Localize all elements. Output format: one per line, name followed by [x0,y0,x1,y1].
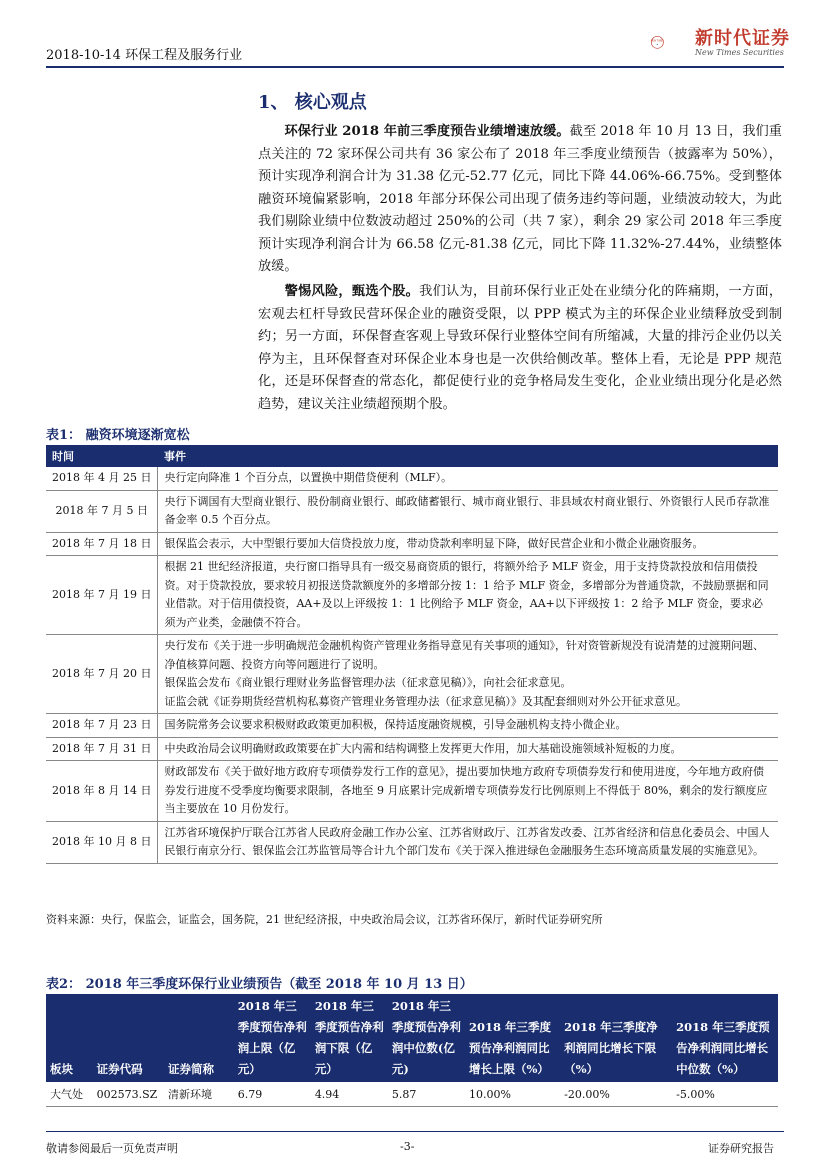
footer-report-type: 证券研究报告 [708,1142,774,1155]
table1-row [46,761,778,822]
table1-financing-environment [46,445,778,864]
table1-row [46,490,778,532]
table1-event-cell: 央行定向降准 1 个百分点，以置换中期借贷便利（MLF）。 [158,467,778,490]
table2-header-cell: 2018 年三季度预告净利润同比增长上限（%） [465,994,560,1082]
table1-row [46,714,778,738]
table2-header-cell: 证券代码 [93,994,164,1082]
table2-earnings-forecast [46,994,778,1107]
table1-event-cell: 中央政治局会议明确财政政策要在扩大内需和结构调整上发挥更大作用，加大基础设施领域补短板的力度。 [158,737,778,761]
table2-body [46,1082,778,1107]
table1-date-cell: 2018 年 7 月 31 日 [46,737,158,761]
table2-cell: 002573.SZ [93,1082,164,1107]
svg-text:NEW TIMES: NEW TIMES [650,40,664,43]
logo-text-en: New Times Securities [695,48,784,57]
header-date-sector: 2018-10-14 环保工程及服务行业 [46,48,243,63]
table2-header-row [46,994,778,1082]
table1-col-event: 事件 [158,445,778,467]
table1-row [46,467,778,490]
table1-event-cell: 江苏省环境保护厅联合江苏省人民政府金融工作办公室、江苏省财政厅、江苏省发改委、江苏省经济和信息化委员会、中国人民银行南京分行、银保监会江苏监管局等合计九个部门发布《关于深入推进绿色金融服务生态环境高质量发展的实施意见》。 [158,821,778,863]
footer-page-number: -3- [400,1140,415,1153]
footer-disclaimer: 敬请参阅最后一页免责声明 [46,1142,178,1155]
company-logo [650,20,695,65]
table2-cell: -20.00% [560,1082,672,1107]
logo-text-cn: 新时代证券 [695,28,790,49]
table1-event-cell: 央行下调国有大型商业银行、股份制商业银行、邮政储蓄银行、城市商业银行、非县域农村商业银行、外资银行人民币存款准备金率 0.5 个百分点。 [158,490,778,532]
table1-date-cell: 2018 年 7 月 19 日 [46,556,158,635]
paragraph-2 [258,281,782,416]
table2-cell: 大气处 [46,1082,93,1107]
table1-event-cell: 央行发布《关于进一步明确规范金融机构资产管理业务指导意见有关事项的通知》，针对资管新规没有说清楚的过渡期问题、净值核算问题、投资方向等问题进行了说明。 银保监会发布《商业银行理财业务监督管理办法（征求意见稿）》，向社会征求意见。 证监会就《证券期货经营机构私募资产管理业务管理办法（征求意见稿）》及其配套细则对外公开征求意见。 [158,635,778,714]
svg-text:★: ★ [656,44,659,46]
paragraph-1-lead: 环保行业 2018 年前三季度预告业绩增速放缓。 [284,124,570,139]
table1-body [46,467,778,863]
table1-row [46,556,778,635]
table1-header-row [46,445,778,467]
table2-caption: 表2： 2018 年三季度环保行业业绩预告（截至 2018 年 10 月 13 日） [46,977,473,992]
table1-date-cell: 2018 年 10 月 8 日 [46,821,158,863]
table2-cell: 5.87 [388,1082,465,1107]
section-title: 1、 核心观点 [258,92,367,113]
table2-header-cell: 证券简称 [164,994,234,1082]
table1-date-cell: 2018 年 7 月 20 日 [46,635,158,714]
table2-row [46,1082,778,1107]
table2-header-cell: 2018 年三季度预告净利润中位数(亿元) [388,994,465,1082]
paragraph-1 [258,121,782,279]
table1-event-cell: 根据 21 世纪经济报道，央行窗口指导具有一级交易商资质的银行，将额外给予 MLF 资金，用于支持贷款投放和信用债投资。对于贷款投放，要求较月初报送贷款额度外的多增部分按 1：1 给予 MLF 资金，多增部分为普通贷款，不鼓励票据和同业借款。对于信用债投资，AA+及以上评级按 1：1 比例给予 MLF 资金，AA+以下评级按 1：2 给予 MLF 资金，要求必须为产业类，金融债不符合。 [158,556,778,635]
table1-event-cell: 财政部发布《关于做好地方政府专项债券发行工作的意见》，提出要加快地方政府专项债券发行和使用进度，今年地方政府债券发行进度不受季度均衡要求限制，各地至 9 月底累计完成新增专项债券发行比例原则上不得低于 80%，剩余的发行额度应当主要放在 10 月份发行。 [158,761,778,822]
table1-date-cell: 2018 年 8 月 14 日 [46,761,158,822]
table2-header-cell: 2018 年三季度净利润同比增长下限（%） [560,994,672,1082]
table1-caption: 表1： 融资环境逐渐宽松 [46,428,190,443]
table2-cell: 6.79 [234,1082,311,1107]
table1-date-cell: 2018 年 7 月 23 日 [46,714,158,738]
table1-row [46,635,778,714]
paragraph-2-lead: 警惕风险，甄选个股。 [284,284,420,299]
table2-header-cell: 2018 年三季度预告净利润下限（亿元） [311,994,388,1082]
table1-source: 资料来源：央行，保监会，证监会，国务院，21 世纪经济报，中央政治局会议，江苏省环保厅，新时代证券研究所 [46,913,603,926]
table1-row [46,532,778,556]
paragraph-2-body: 我们认为，目前环保行业正处在业绩分化的阵痛期，一方面，宏观去杠杆导致民营环保企业的融资受限，以 PPP 模式为主的环保企业业绩释放受到制约；另一方面，环保督查客观上导致环保行业整体空间有所缩减，大量的排污企业仍以关停为主，且环保督查对环保企业本身也是一次供给侧改革。整体上看，无论是 PPP 规范化，还是环保督查的常态化，都促使行业的竞争格局发生变化，企业业绩出现分化是必然趋势，建议关注业绩超预期个股。 [258,284,783,412]
header-rule [46,66,784,68]
paragraph-1-body: 截至 2018 年 10 月 13 日，我们重点关注的 72 家环保公司共有 36 家公布了 2018 年三季度业绩预告（披露率为 50%），预计实现净利润合计为 31.38 亿元-52.77 亿元，同比下降 44.06%-66.75%。受到整体融资环境偏紧影响，2018 年部分环保公司出现了债务违约等问题，业绩波动较大，为此我们剔除业绩中位数波动超过 250%的公司（共 7 家），剩余 29 家公司 2018 年三季度预计实现净利润合计为 66.58 亿元-81.38 亿元，同比下降 11.32%-27.44%，业绩整体放缓。 [258,124,782,274]
footer-rule [46,1131,784,1132]
table1-event-cell: 银保监会表示，大中型银行要加大信贷投放力度，带动贷款利率明显下降，做好民营企业和小微企业融资服务。 [158,532,778,556]
table2-cell: -5.00% [672,1082,778,1107]
table2-header-cell: 2018 年三季度预告净利润上限（亿元） [234,994,311,1082]
table1-col-time: 时间 [46,445,158,467]
table1-row [46,821,778,863]
table1-date-cell: 2018 年 7 月 18 日 [46,532,158,556]
table2-header-cell: 板块 [46,994,93,1082]
table1-date-cell: 2018 年 7 月 5 日 [46,490,158,532]
table1-date-cell: 2018 年 4 月 25 日 [46,467,158,490]
table2-cell: 10.00% [465,1082,560,1107]
table1-event-cell: 国务院常务会议要求积极财政政策更加积极，保持适度融资规模，引导金融机构支持小微企业。 [158,714,778,738]
table2-cell: 4.94 [311,1082,388,1107]
table1-row [46,737,778,761]
table2-cell: 清新环境 [164,1082,234,1107]
table2-header-cell: 2018 年三季度预告净利润同比增长中位数（%） [672,994,778,1082]
